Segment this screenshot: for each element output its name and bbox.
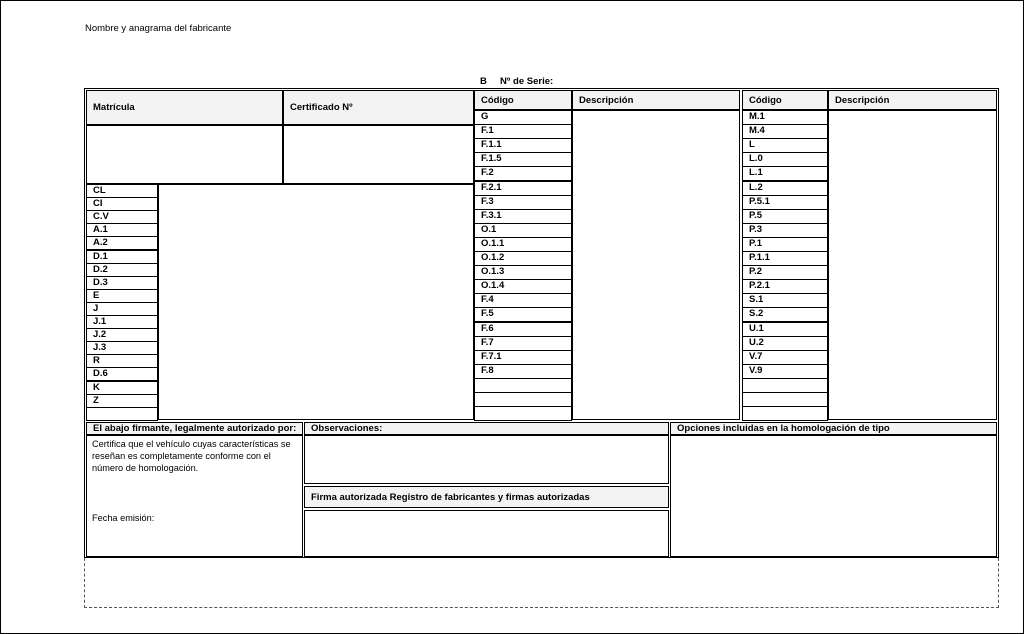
left-code-code: D.1 <box>93 250 108 262</box>
col1-code-code: O.1.2 <box>481 252 505 263</box>
col2-code-row <box>742 138 828 153</box>
left-code-code: Z <box>93 394 99 406</box>
col2-code-code: V.7 <box>749 350 763 362</box>
col2-code-row <box>742 166 828 181</box>
left-code-row <box>86 341 158 355</box>
matricula-header <box>86 90 283 125</box>
firma-box <box>304 510 669 557</box>
dashed-stamp-area <box>84 558 999 608</box>
col1-code-row <box>474 293 572 308</box>
col2-code-code: V.9 <box>749 364 763 376</box>
left-values-box <box>158 184 474 420</box>
col1-code-row <box>474 378 572 393</box>
opciones-box <box>670 435 997 557</box>
col2-code-code: L.1 <box>749 167 763 179</box>
col1-code-row <box>474 209 572 224</box>
codigo-label-2: Código <box>749 95 782 106</box>
left-code-code: A.1 <box>93 224 108 236</box>
col2-code-row <box>742 350 828 365</box>
left-code-row <box>86 197 158 211</box>
col2-code-code: S.1 <box>749 294 764 306</box>
col2-code-code: M.1 <box>749 111 765 122</box>
col1-code-row <box>474 322 572 337</box>
col1-code-code: F.3.1 <box>481 209 502 221</box>
left-code-code: D.6 <box>93 368 108 380</box>
col1-code-code: O.1.3 <box>481 266 505 278</box>
col2-code-row <box>742 392 828 407</box>
left-code-row <box>86 315 158 329</box>
left-code-code: D.2 <box>93 263 108 275</box>
left-code-code: C.V <box>93 211 109 223</box>
codigo-label-1: Código <box>481 95 514 106</box>
col1-code-code: F.1 <box>481 125 494 137</box>
left-code-code: J <box>93 302 99 314</box>
col2-code-code: S.2 <box>749 308 764 320</box>
col1-code-code: F.5 <box>481 308 494 320</box>
left-code-row <box>86 276 158 290</box>
col2-code-row <box>742 279 828 294</box>
col1-code-row <box>474 152 572 167</box>
left-code-row <box>86 407 158 421</box>
col1-code-row <box>474 392 572 407</box>
col2-code-row <box>742 195 828 210</box>
col1-code-code: F.8 <box>481 364 494 376</box>
left-code-code: K <box>93 381 100 393</box>
left-code-row <box>86 354 158 368</box>
col1-code-code: F.4 <box>481 294 494 306</box>
serial-number-label: B Nº de Serie: <box>480 76 554 87</box>
signer-header-label: El abajo firmante, legalmente autorizado por: <box>93 423 297 434</box>
col1-code-row <box>474 364 572 379</box>
col1-code-code: F.7 <box>481 336 494 348</box>
matricula-label: Matrícula <box>93 102 135 113</box>
left-code-code: J.2 <box>93 329 107 341</box>
left-code-code: E <box>93 289 100 301</box>
col2-code-row <box>742 152 828 167</box>
descripcion-label-1: Descripción <box>579 95 634 106</box>
col1-code-row <box>474 181 572 196</box>
left-code-code: D.3 <box>93 276 108 288</box>
col1-code-row <box>474 166 572 181</box>
col1-code-row <box>474 195 572 210</box>
left-code-code: CI <box>93 198 103 210</box>
left-code-row <box>86 236 158 250</box>
col2-code-row <box>742 322 828 337</box>
col2-code-row <box>742 364 828 379</box>
col2-code-code: L <box>749 139 755 151</box>
observaciones-box <box>304 435 669 484</box>
col1-code-code: F.2 <box>481 167 494 179</box>
col2-code-code: P.5.1 <box>749 195 770 207</box>
col2-code-code: P.2.1 <box>749 280 770 292</box>
left-code-row <box>86 223 158 237</box>
description-box-1 <box>572 110 740 420</box>
col2-code-code: U.1 <box>749 322 764 334</box>
col2-code-row <box>742 223 828 238</box>
col1-code-row <box>474 237 572 252</box>
left-code-row <box>86 210 158 224</box>
col2-code-row <box>742 293 828 308</box>
col2-code-row <box>742 251 828 266</box>
col2-code-row <box>742 124 828 139</box>
left-code-row <box>86 184 158 198</box>
left-code-row <box>86 250 158 264</box>
col1-code-code: O.1 <box>481 223 497 235</box>
col1-code-code: G <box>481 111 489 122</box>
col2-code-code: M.4 <box>749 125 765 137</box>
col2-code-row <box>742 336 828 351</box>
opciones-header <box>670 422 997 435</box>
descripcion-header-2 <box>828 90 997 110</box>
col2-code-row <box>742 181 828 196</box>
col2-code-code: L.2 <box>749 181 763 193</box>
col1-code-code: F.1.1 <box>481 139 502 151</box>
col2-code-code: L.0 <box>749 153 763 165</box>
signer-certification-text: Certifica que el vehículo cuyas características se reseñan es completamente conforme con el número de homologación. <box>92 439 291 473</box>
observaciones-header <box>304 422 669 435</box>
firma-header <box>304 486 669 508</box>
left-code-code: J.1 <box>93 316 107 327</box>
col2-code-code: P.5 <box>749 209 763 221</box>
left-code-row <box>86 394 158 408</box>
firma-label: Firma autorizada Registro de fabricantes y firmas autorizadas <box>311 492 590 503</box>
col2-code-code: P.1 <box>749 237 763 249</box>
left-code-code: J.3 <box>93 342 107 354</box>
left-code-row <box>86 289 158 303</box>
col2-code-code: P.3 <box>749 223 763 235</box>
col1-code-code: O.1.4 <box>481 280 505 292</box>
col1-code-row <box>474 223 572 238</box>
left-code-row <box>86 381 158 395</box>
descripcion-header-1 <box>572 90 740 110</box>
description-box-2 <box>828 110 997 420</box>
col1-code-row <box>474 265 572 280</box>
opciones-label: Opciones incluidas en la homologación de tipo <box>677 423 890 434</box>
certificado-label: Certificado Nº <box>290 102 353 113</box>
col1-code-code: F.6 <box>481 322 494 334</box>
col2-code-code: P.1.1 <box>749 252 770 263</box>
left-code-row <box>86 263 158 277</box>
col2-code-row <box>742 110 828 125</box>
col1-code-code: F.7.1 <box>481 350 502 362</box>
codigo-header-1 <box>474 90 572 110</box>
col1-code-row <box>474 307 572 322</box>
col2-code-row <box>742 406 828 421</box>
left-code-code: A.2 <box>93 237 108 249</box>
left-code-row <box>86 328 158 342</box>
descripcion-label-2: Descripción <box>835 95 890 106</box>
left-code-row <box>86 302 158 316</box>
codigo-header-2 <box>742 90 828 110</box>
col2-code-row <box>742 237 828 252</box>
certificado-value-box <box>283 125 474 184</box>
col1-code-row <box>474 251 572 266</box>
col2-code-row <box>742 209 828 224</box>
col1-code-code: O.1.1 <box>481 237 505 249</box>
col1-code-row <box>474 279 572 294</box>
col1-code-code: F.1.5 <box>481 153 502 165</box>
col1-code-row <box>474 406 572 421</box>
col2-code-row <box>742 265 828 280</box>
col2-code-row <box>742 307 828 322</box>
col1-code-code: F.3 <box>481 195 494 207</box>
manufacturer-label: Nombre y anagrama del fabricante <box>85 23 232 34</box>
col1-code-code: F.2.1 <box>481 181 502 193</box>
matricula-value-box <box>86 125 283 184</box>
col1-code-row <box>474 350 572 365</box>
col1-code-row <box>474 336 572 351</box>
left-code-code: R <box>93 355 100 367</box>
col2-code-code: P.2 <box>749 266 763 278</box>
fecha-emision-label: Fecha emisión: <box>92 513 155 523</box>
left-code-row <box>86 367 158 381</box>
observaciones-label: Observaciones: <box>311 423 383 434</box>
signer-header <box>86 422 303 435</box>
col1-code-row <box>474 138 572 153</box>
col2-code-code: U.2 <box>749 336 764 348</box>
col1-code-row <box>474 110 572 125</box>
certificado-header <box>283 90 474 125</box>
col2-code-row <box>742 378 828 393</box>
col1-code-row <box>474 124 572 139</box>
left-code-code: CL <box>93 185 106 196</box>
